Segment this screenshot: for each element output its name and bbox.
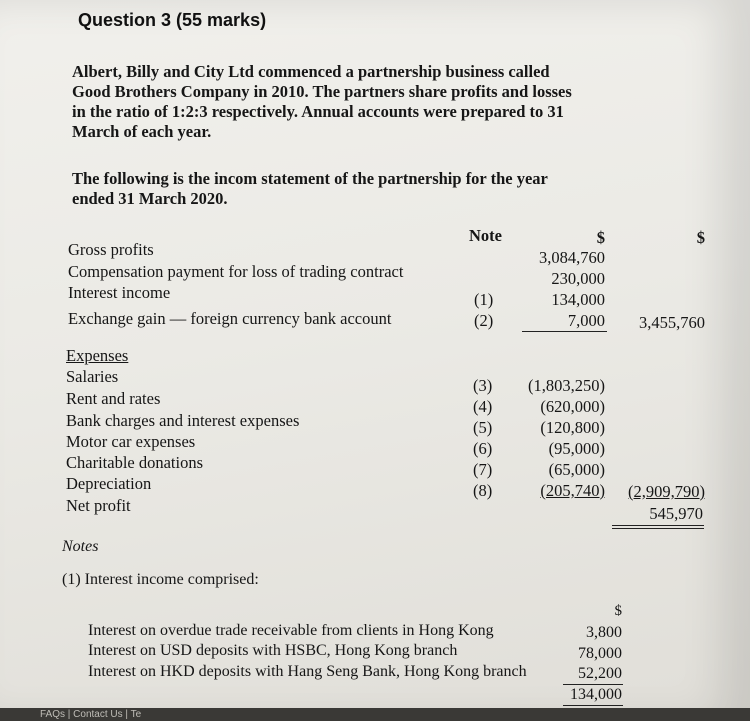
expenses-heading: Expenses — [66, 346, 129, 365]
expense-note-rent: (4) — [473, 397, 493, 416]
expense-label-bank-charges: Bank charges and interest expenses — [66, 411, 300, 430]
note1-item-amount-1: 3,800 — [586, 624, 622, 641]
expense-amount-motor-car: (95,000) — [548, 439, 605, 458]
note1-item-amount-2: 78,000 — [578, 645, 622, 662]
income-label-gross-profits: Gross profits — [68, 240, 154, 259]
net-profit-amount: 545,970 — [649, 504, 703, 523]
expense-note-salaries: (3) — [473, 376, 493, 395]
intro-line-2: Good Brothers Company in 2010. The partners share profits and losses — [72, 82, 572, 101]
note-column-header: Note — [469, 226, 502, 245]
expense-label-salaries: Salaries — [66, 367, 119, 386]
expense-label-donations: Charitable donations — [66, 453, 204, 472]
expense-note-depreciation: (8) — [473, 481, 493, 500]
intro-line-3: in the ratio of 1:2:3 respectively. Annual accounts were prepared to 31 — [72, 102, 564, 121]
note1-currency-header: $ — [614, 603, 622, 619]
notes-heading: Notes — [62, 538, 99, 555]
note1-item-label-3: Interest on HKD deposits with Hang Seng Bank, Hong Kong branch — [88, 663, 527, 680]
expense-label-rent: Rent and rates — [66, 389, 161, 408]
expenses-total: (2,909,790) — [628, 482, 705, 501]
income-note-interest: (1) — [474, 290, 494, 309]
note1-item-label-2: Interest on USD deposits with HSBC, Hong Kong branch — [88, 642, 458, 659]
note1-title: (1) Interest income comprised: — [62, 571, 259, 588]
net-profit-rule-2 — [612, 528, 704, 529]
income-total: 3,455,760 — [639, 313, 705, 332]
income-subtotal-rule — [522, 331, 607, 332]
statement-intro-line-2: ended 31 March 2020. — [72, 189, 228, 208]
income-label-compensation: Compensation payment for loss of trading contract — [68, 262, 404, 281]
note1-subtotal-rule — [563, 684, 623, 685]
income-note-exchange-gain: (2) — [474, 311, 494, 330]
question-title: Question 3 (55 marks) — [78, 10, 267, 30]
expense-amount-bank-charges: (120,800) — [540, 418, 605, 437]
intro-line-1: Albert, Billy and City Ltd commenced a partnership business called — [72, 62, 550, 81]
expense-label-motor-car: Motor car expenses — [66, 432, 196, 451]
expense-label-depreciation: Depreciation — [66, 474, 152, 493]
expense-note-motor-car: (6) — [473, 439, 493, 458]
income-amount-gross-profits: 3,084,760 — [539, 248, 605, 267]
note1-item-amount-3: 52,200 — [578, 665, 622, 682]
footer-links: FAQs | Contact Us | Te — [40, 709, 142, 720]
expense-amount-rent: (620,000) — [540, 397, 605, 416]
expense-amount-donations: (65,000) — [548, 460, 605, 479]
bottom-browser-strip — [0, 708, 750, 721]
expense-amount-salaries: (1,803,250) — [528, 376, 605, 395]
income-amount-compensation: 230,000 — [551, 269, 605, 288]
income-label-interest: Interest income — [68, 283, 171, 302]
total-column-header: $ — [696, 228, 705, 247]
note1-total-rule — [563, 705, 623, 706]
income-label-exchange-gain: Exchange gain — foreign currency bank account — [68, 309, 392, 328]
expense-note-donations: (7) — [473, 460, 493, 479]
net-profit-rule-1 — [612, 525, 704, 526]
statement-intro-line-1: The following is the incom​ statement of the partnership for the year — [72, 169, 548, 188]
expense-amount-depreciation: (205,740) — [540, 481, 605, 500]
intro-line-4: March of each year. — [72, 122, 212, 141]
note1-total: 134,000 — [570, 686, 622, 703]
net-profit-label: Net profit — [66, 496, 131, 515]
note1-item-label-1: Interest on overdue trade receivable from clients in Hong Kong — [88, 622, 494, 639]
income-amount-exchange-gain: 7,000 — [567, 311, 605, 330]
amount-column-header: $ — [596, 228, 605, 247]
income-amount-interest: 134,000 — [551, 290, 605, 309]
expense-note-bank-charges: (5) — [473, 418, 493, 437]
